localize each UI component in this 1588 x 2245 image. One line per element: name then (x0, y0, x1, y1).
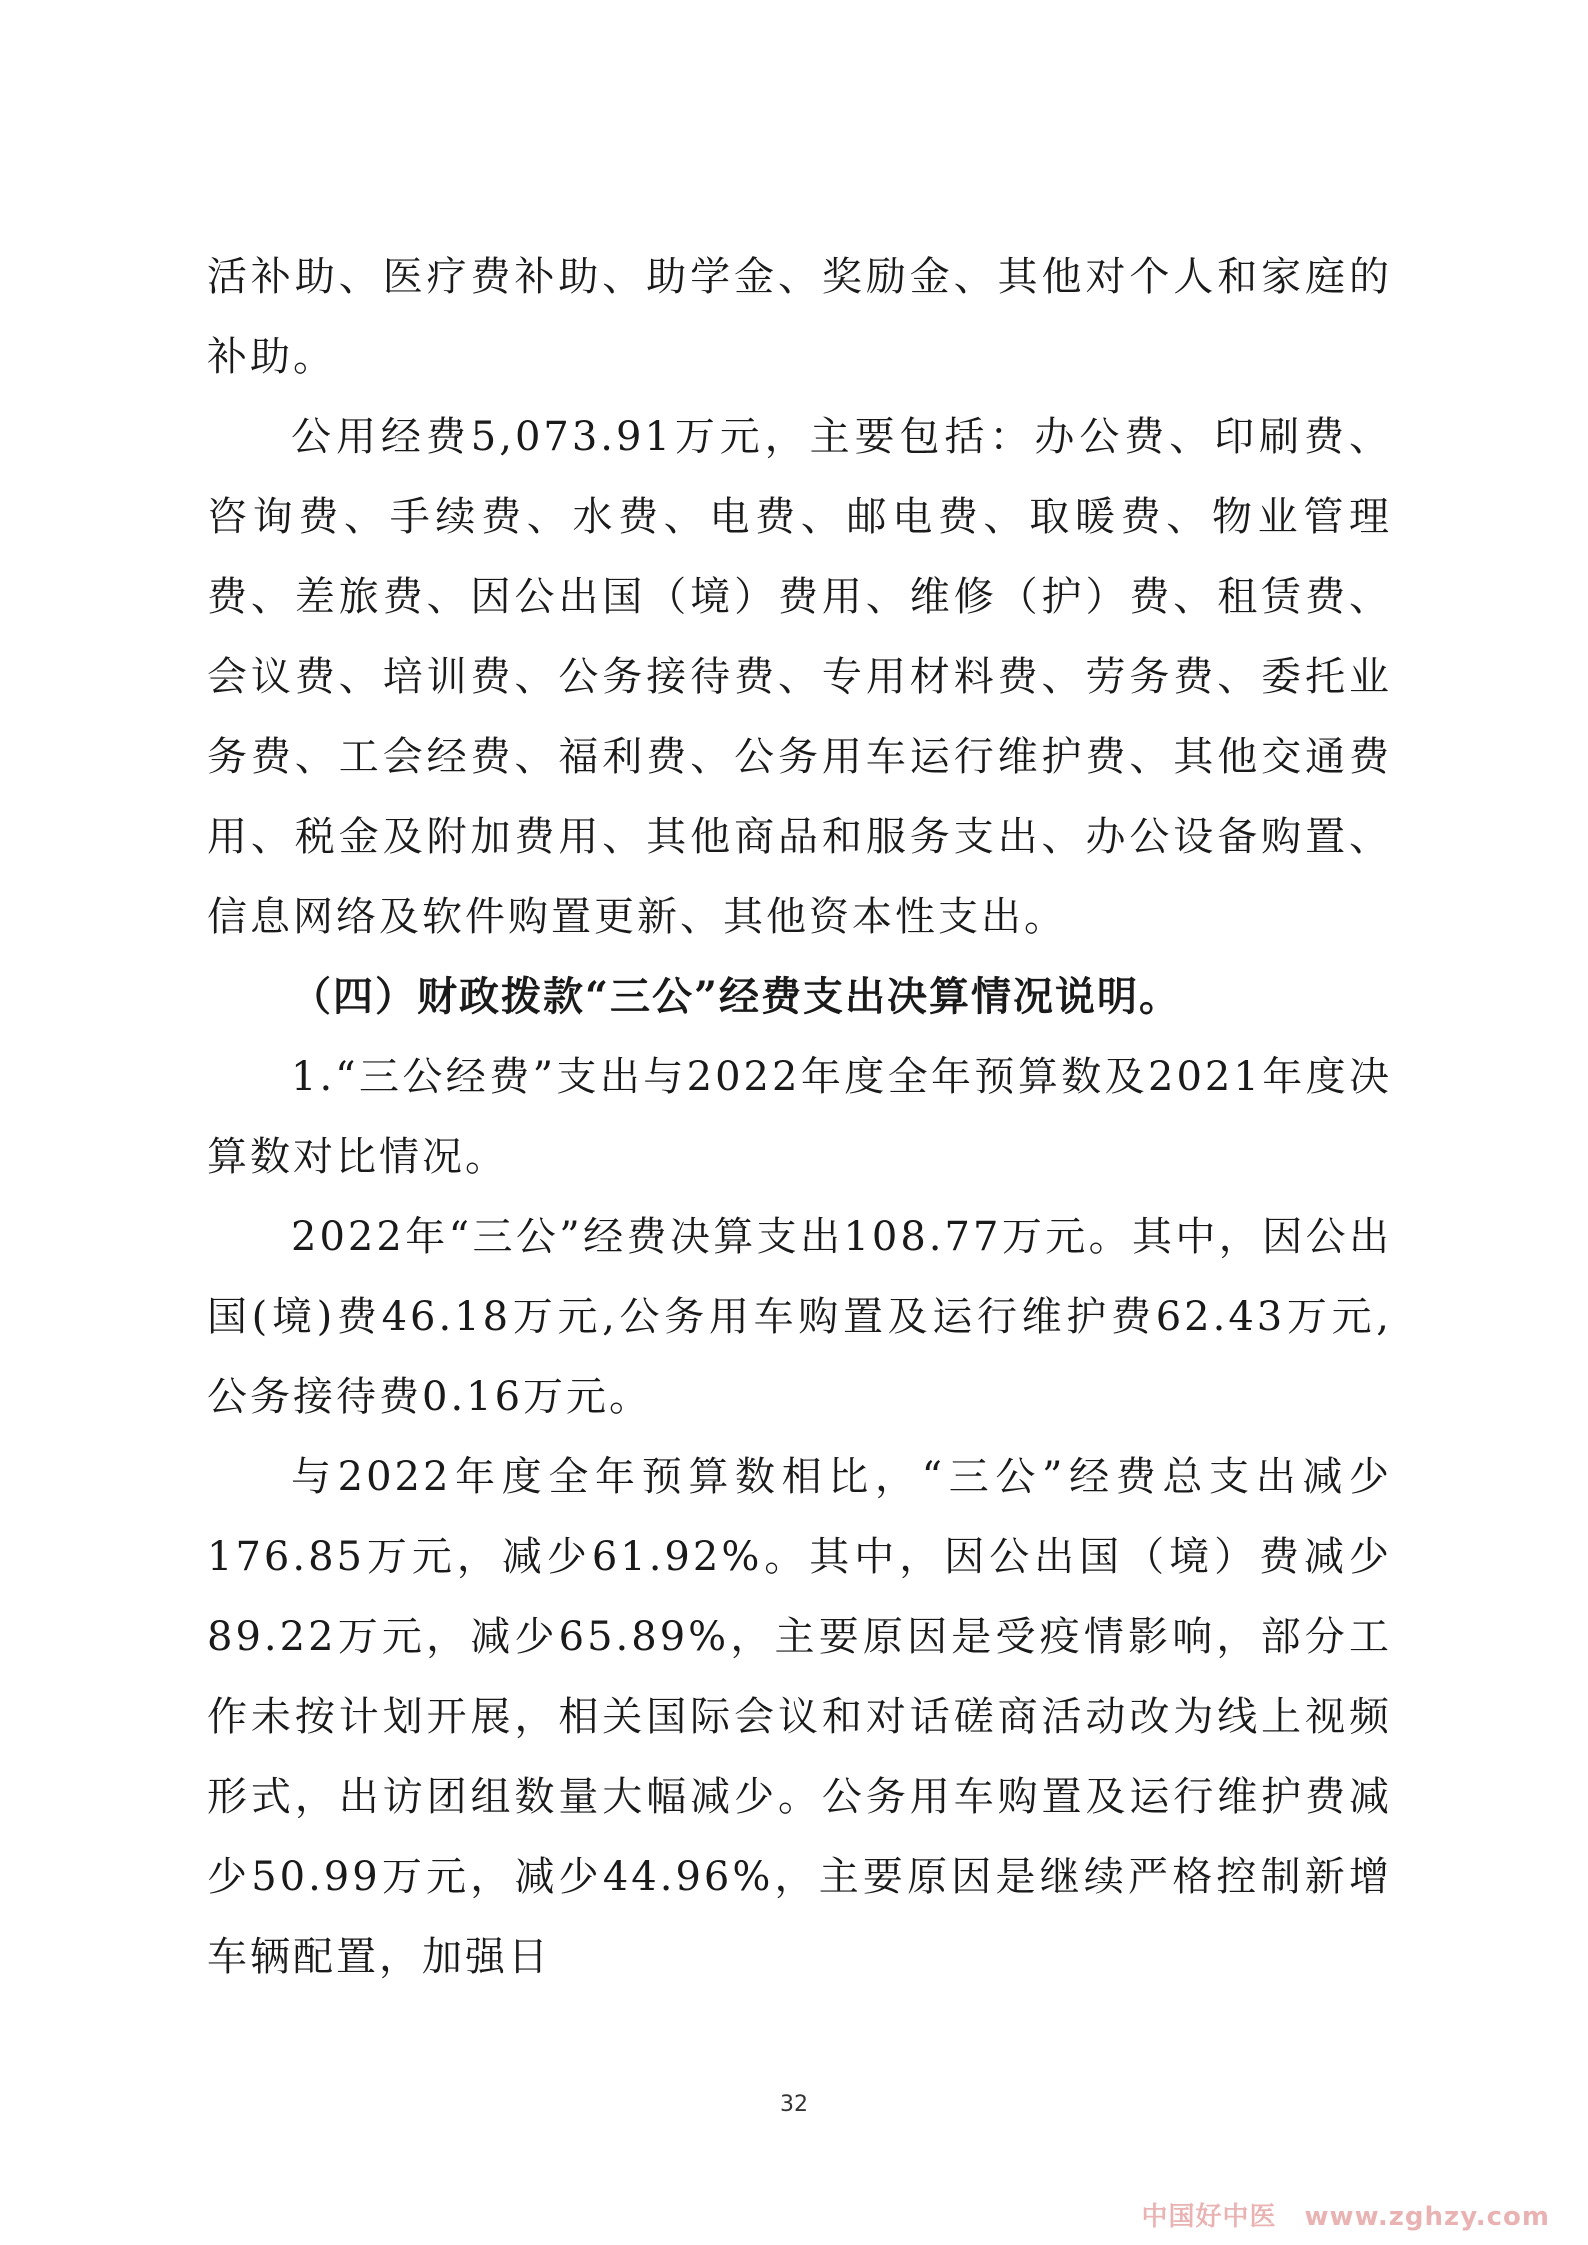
site-watermark (1141, 2196, 1550, 2233)
paragraph-three-public-total: 2022年“三公”经费决算支出108.77万元。其中，因公出国(境)费46.18万元,公务用车购置及运行维护费62.43万元,公务接待费0.16万元。 (207, 1214, 1392, 1420)
watermark-url: www.zghzy.com (1304, 2202, 1550, 2232)
page-number: 32 (780, 2092, 808, 2117)
document-body (207, 237, 1392, 1997)
paragraph-public-expenses: 公用经费5,073.91万元，主要包括：办公费、印刷费、咨询费、手续费、水费、电费、邮电费、取暖费、物业管理费、差旅费、因公出国（境）费用、维修（护）费、租赁费、会议费、培训费、公务接待费、专用材料费、劳务费、委托业务费、工会经费、福利费、公务用车运行维护费、其他交通费用、税金及附加费用、其他商品和服务支出、办公设备购置、信息网络及软件购置更新、其他资本性支出。 (207, 414, 1392, 940)
paragraph-budget-comparison: 与2022年度全年预算数相比，“三公”经费总支出减少176.85万元，减少61.92%。其中，因公出国（境）费减少89.22万元，减少65.89%，主要原因是受疫情影响，部分工作未按计划开展，相关国际会议和对话磋商活动改为线上视频形式，出访团组数量大幅减少。公务用车购置及运行维护费减少50.99万元，减少44.96%，主要原因是继续严格控制新增车辆配置，加强日 (207, 1454, 1392, 1980)
paragraph-continuation: 活补助、医疗费补助、助学金、奖励金、其他对个人和家庭的补助。 (207, 254, 1392, 380)
section-heading: （四）财政拨款“三公”经费支出决算情况说明。 (291, 973, 1182, 1020)
watermark-brand: 中国好中医 (1141, 2202, 1277, 2232)
subsection-heading: 1.“三公经费”支出与2022年度全年预算数及2021年度决算数对比情况。 (207, 1054, 1392, 1180)
